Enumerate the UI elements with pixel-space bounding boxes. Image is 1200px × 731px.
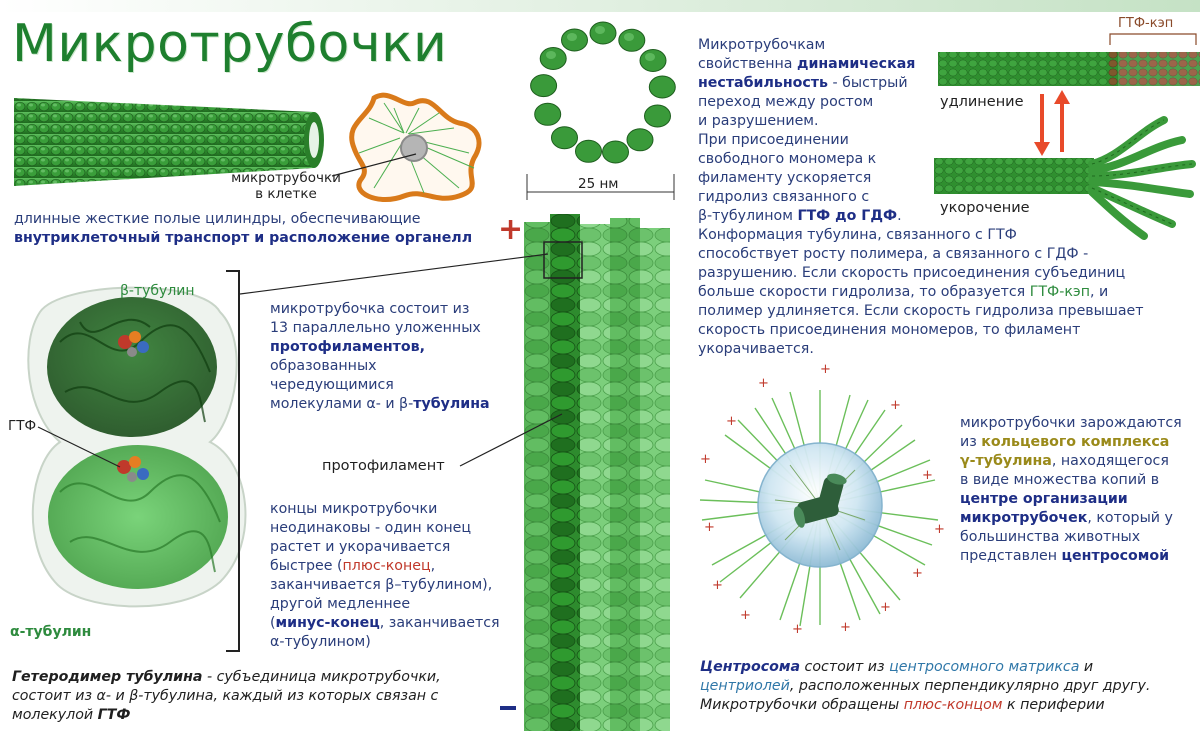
microtubule-cross-section (528, 18, 678, 168)
nucleation-line2: из кольцевого комплекса (960, 434, 1170, 450)
page-title: Микротрубочки (12, 14, 448, 74)
plus-mark: + (700, 452, 711, 467)
dynamics-line2: свойственна динамическая (698, 56, 916, 72)
minus-end-sign (500, 706, 516, 710)
nucleation-text (960, 414, 1182, 566)
nucleation-line7: большинства животных (960, 529, 1141, 545)
heterodimer-line2: состоит из α- и β-тубулина, каждый из которых связан с (12, 688, 439, 704)
gtp-label: ГТФ (8, 418, 37, 434)
structure-bracket (226, 270, 240, 652)
shortening-label: укорочение (940, 200, 1030, 216)
nucleation-line8: представлен центросомой (960, 548, 1170, 564)
plus-mark: + (890, 398, 901, 413)
ends-line4: быстрее (плюс-конец, (270, 558, 436, 574)
protofilament-pointer (458, 410, 568, 470)
dynamics-line8: филаменту ускоряется (698, 170, 872, 186)
plus-mark: + (934, 522, 945, 537)
ends-line8: α-тубулином) (270, 634, 371, 650)
elongation-label: удлинение (940, 94, 1024, 110)
plus-mark: + (712, 578, 723, 593)
dynamics-line5: и разрушением. (698, 113, 819, 129)
dynamics-line13: разрушению. Если скорость присоединения субъединиц (698, 265, 1126, 281)
cell-label-pointer (330, 150, 420, 180)
nucleation-line3: γ-тубулина, находящегося (960, 453, 1169, 469)
heterodimer-line1: Гетеродимер тубулина - субъединица микротрубочки, (12, 669, 441, 685)
composition-line5: чередующимися (270, 377, 394, 393)
elongating-microtubule (938, 50, 1200, 88)
cell-label-line1: микротрубочки (231, 170, 341, 186)
centrosome-line3: Микротрубочки обращены плюс-концом к периферии (700, 697, 1105, 713)
nucleation-line4: в виде множества копий в (960, 472, 1160, 488)
composition-line3: протофиламентов, (270, 339, 426, 355)
dynamics-line3: нестабильность - быстрый (698, 75, 908, 91)
plus-mark: + (758, 376, 769, 391)
tubulin-heterodimer-structure (20, 282, 260, 612)
dynamics-line6: При присоединении (698, 132, 849, 148)
diameter-label: 25 нм (578, 176, 619, 192)
centrosome-illustration (690, 370, 950, 640)
composition-line4: образованных (270, 358, 377, 374)
dynamics-line9: гидролиз связанного с (698, 189, 870, 205)
beta-tubulin-label: β-тубулин (120, 283, 195, 299)
dynamics-line10: β-тубулином ГТФ до ГДФ. (698, 208, 902, 224)
dynamics-line4: переход между ростом (698, 94, 874, 110)
ends-text (270, 500, 500, 652)
dynamics-line16: скорость присоединения мономеров, то филамент (698, 322, 1081, 338)
heterodimer-caption (12, 668, 441, 725)
plus-mark: + (880, 600, 891, 615)
protofilament-label: протофиламент (322, 458, 445, 474)
alpha-tubulin-label: α-тубулин (10, 624, 92, 640)
nucleation-line6: микротрубочек, который у (960, 510, 1173, 526)
dynamics-line14: больше скорости гидролиза, то образуется ГТФ-кэп, и (698, 284, 1109, 300)
intro-line2: внутриклеточный транспорт и расположение органелл (14, 230, 473, 246)
plus-mark: + (704, 520, 715, 535)
dynamics-line12: способствует росту полимера, а связанного с ГДФ - (698, 246, 1089, 262)
ends-line6: другой медленнее (270, 596, 411, 612)
gtp-cap-bracket (1108, 32, 1198, 46)
composition-line2: 13 параллельно уложенных (270, 320, 481, 336)
plus-mark: + (792, 622, 803, 637)
dynamics-line11: Конформация тубулина, связанного с ГТФ (698, 227, 1017, 243)
ends-line5: заканчивается β–тубулином), (270, 577, 493, 593)
ends-line3: растет и укорачивается (270, 539, 451, 555)
centrosome-line1: Центросома состоит из центросомного матрикса и (700, 659, 1094, 675)
nucleation-line1: микротрубочки зарождаются (960, 415, 1182, 431)
top-decor-stripe (0, 0, 1200, 12)
dynamics-line1: Микротрубочкам (698, 37, 826, 53)
dynamics-line15: полимер удлиняется. Если скорость гидролиза превышает (698, 303, 1144, 319)
dynamics-line7: свободного мономера к (698, 151, 877, 167)
plus-end-sign: + (498, 212, 524, 247)
shortening-microtubule (934, 112, 1200, 240)
cell-label-line2: в клетке (255, 186, 317, 202)
centrosome-caption (700, 658, 1150, 715)
plus-mark: + (740, 608, 751, 623)
plus-mark: + (840, 620, 851, 635)
gtp-cap-label: ГТФ-кэп (1118, 16, 1174, 31)
heterodimer-line3: молекулой ГТФ (12, 707, 131, 723)
composition-line6: молекулами α- и β-тубулина (270, 396, 490, 412)
plus-mark: + (912, 566, 923, 581)
ends-line7: (минус-конец, заканчивается (270, 615, 500, 631)
dynamics-line17: укорачивается. (698, 341, 814, 357)
centrosome-line2: центриолей, расположенных перпендикулярно друг другу. (700, 678, 1151, 694)
nucleation-line5: центре организации (960, 491, 1128, 507)
plus-mark: + (820, 362, 831, 377)
intro-text (14, 210, 472, 248)
intro-line1: длинные жесткие полые цилиндры, обеспечивающие (14, 211, 421, 227)
ends-line1: концы микротрубочки (270, 501, 438, 517)
bracket-pointer-line (238, 252, 558, 297)
ends-line2: неодинаковы - один конец (270, 520, 472, 536)
plus-mark: + (922, 468, 933, 483)
composition-line1: микротрубочка состоит из (270, 301, 470, 317)
plus-mark: + (726, 414, 737, 429)
composition-text (270, 300, 490, 414)
